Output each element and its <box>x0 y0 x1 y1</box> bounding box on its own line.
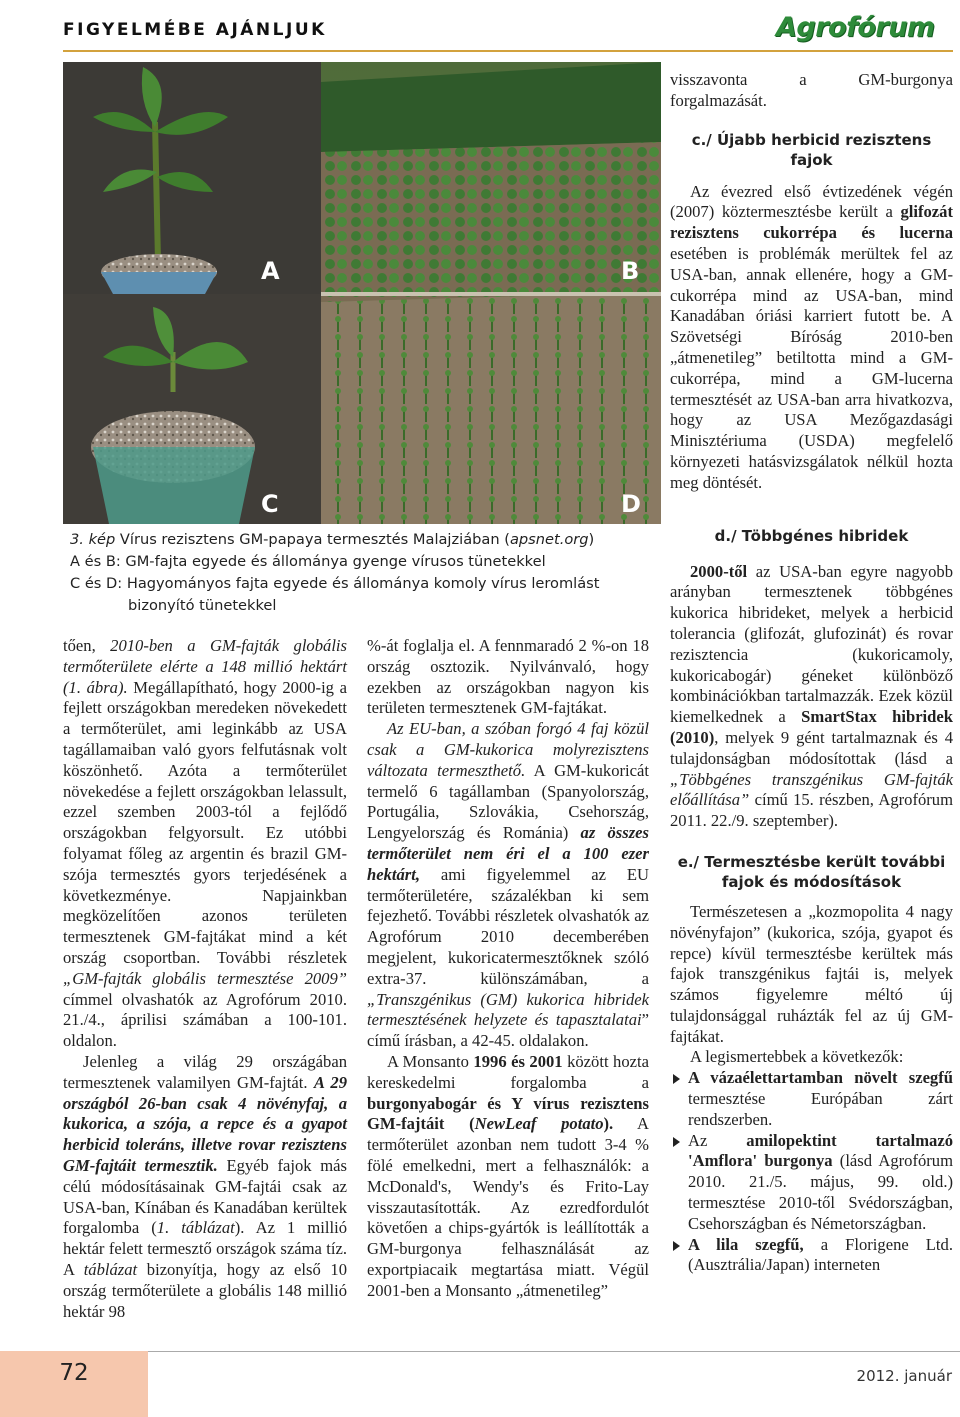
photo-caption-line1: 3. kép Vírus rezisztens GM-papaya termesztés Malajziában (apsnet.org) <box>70 531 595 548</box>
col3-paragraph-e2: A legismertebbek a következők: <box>690 1047 904 1067</box>
column-2 <box>367 636 649 1302</box>
col2-paragraph-2: Az EU-ban, a szóban forgó 4 faj közül csak a GM-kukorica molyrezisztens változata termeszthető. A GM-kukoricát termelő 6 tagállamban (Spanyolország, Portugália, Szlovákia, Csehország, Lengyelország és Románia) az összes termőterület nem éri el a 100 ezer hektárt, ami figyelemmel az EU termőterületére, százalékban ki sem fejezhető. További részletek olvashatók az Agrofórum 2010 decemberében megjelent, kukoricatermesztőknek szóló extra-37. különszámában, a „Transzgénikus (GM) kukorica hibridek termesztésének helyzete és tapasztalatai” című írásban, a 42-45. oldalakon. <box>367 719 649 1051</box>
page-number: 72 <box>59 1360 89 1386</box>
issue-date: 2012. január <box>856 1367 952 1385</box>
papaya-photo <box>63 62 661 524</box>
photo-caption-line4: bizonyító tünetekkel <box>128 597 277 614</box>
section-title: FIGYELMÉBE AJÁNLJUK <box>63 20 327 40</box>
header-rule <box>63 50 953 52</box>
heading-e: e./ Termesztésbe került további fajok és módosítások <box>677 852 946 891</box>
col2-paragraph-3: A Monsanto 1996 és 2001 között hozta kereskedelmi forgalomba a burgonyabogár és Y vírus rezisztens GM-fajtáit (NewLeaf potato). A termőterület azonban nem tudott 3-4 % fölé emelkedni, mert a felhasználók: a McDonald's, Wendy's és Frito-Lay visszautasították. Az ezredfordulót követően a chips-gyártók is leállították a GM-burgonya felhasználását az exportpiacaik megtartása miatt. Végül 2001-ben a Monsanto „átmenetileg” <box>367 1051 650 1300</box>
col2-paragraph-1: %-át foglalja el. A fennmaradó 2 %-on 18 ország osztozik. Nyilvánvaló, hogy ezekben az országokban nagyon kis területen termesztenek GM-fajtákat. <box>367 636 649 718</box>
photo-caption-line3: C és D: Hagyományos fajta egyede és állománya komoly vírus leromlást <box>70 575 600 592</box>
col3-paragraph-d: 2000-től az USA-ban egyre nagyobb arányban termesztenek többgénes kukorica hibrideket, melyek a herbicid tolerancia (glifozát, glufozinát) és rovar rezisztencia (kukoricamoly, kukoricabogár) géneket különböző kombinációkban tartalmazzák. Ezek közül kiemelkednek a SmartStax hibridek (2010), melyek 9 gént tartalmaznak és 4 tulajdonságban módosítottak (lásd a „Többgénes transzgénikus GM-fajták előállítása” című 15. részben, Agrofórum 2011. 22./9. szeptember). <box>670 561 953 831</box>
column-3 <box>670 70 953 1276</box>
brand-logo: Agrofórum <box>776 12 935 43</box>
col1-paragraph-1: tően, 2010-ben a GM-fajták globális termőterülete elérte a 148 millió hektárt (1. ábra). Megállapítható, hogy 2000-ig a fejlett országokban meredeken növekedett a termőterület, ami leginkább az USA tagállamaiban való gyors felfutásnak volt köszönhető. Azóta a termőterület növekedése a fejlett országokban lelassult, ezzel szemben 2003-tól a fejlődő országokban felgyorsult. Ez utóbbi folyamat főleg az argentin és brazil GM-szója termesztés gyors terjedésének a következménye. Napjainkban megközelítően azonos területen termesztenek GM-fajtákat mind a két ország csoportban. További részletek „GM-fajták globális termesztése 2009” címmel olvashatók az Agrofórum 2010. 21./4., áprilisi számában a 100-101. oldalon. <box>63 636 348 1051</box>
photo-label-c: C <box>261 490 279 518</box>
photo-label-a: A <box>261 257 280 285</box>
heading-d: d./ Többgénes hibridek <box>714 526 909 545</box>
list-item: A vázaélettartamban növelt szegfű termesztése Európában zárt rendszerben. <box>670 1068 953 1130</box>
photo-caption-line2: A és B: GM-fajta egyede és állománya gyenge vírusos tünetekkel <box>70 553 546 570</box>
photo-label-b: B <box>621 257 640 285</box>
list-item: A lila szegfű, a Florigene Ltd. (Ausztrália/Japan) interneten <box>670 1235 953 1277</box>
col1-paragraph-2: Jelenleg a világ 29 országában termesztenek valamilyen GM-fajtát. A 29 országból 26-ban csak 4 növényfaj, a kukorica, a szója, a repce és a gyapot herbicid toleráns, illetve rovar rezisztens GM-fajtáit termesztik. Egyéb fajok más célú módosításainak GM-fajtái csak az USA-ban, Kínában és Kanadában kerültek forgalomba (1. táblázat). Az 1 millió hektár felett termesztő országok száma tíz. A táblázat bizonyítja, hogy az első 10 ország termőterülete a globális 148 millió hektár 98 <box>63 1051 347 1321</box>
list-item: Az amilopektint tartalmazó 'Amflora' burgonya (lásd Agrofórum 2010. 21./5. május, 99. old.) termesztése 2010-től Svédországban, Csehországban és Németországban. <box>670 1131 953 1235</box>
photo-label-d: D <box>621 490 641 518</box>
col3-paragraph-0: visszavonta a GM-burgonya forgalmazását. <box>670 70 953 110</box>
bullet-list <box>670 1068 953 1276</box>
col3-paragraph-e1: Természetesen a „kozmopolita 4 nagy növényfajon” (kukorica, szója, gyapot és repce) kívül termesztésbe kerültek más fajok transzgénikus fajtái is, melyek számos figyelemre méltó új tulajdonsággal ruházták fel az új GM-fajtákat. <box>670 901 953 1046</box>
heading-c: c./ Újabb herbicid rezisztens fajok <box>691 130 932 169</box>
column-1 <box>63 636 347 1322</box>
footer-rule <box>148 1351 960 1352</box>
col3-paragraph-c: Az évezred első évtizedének végén (2007) köztermesztésbe került a glifozát rezisztens cukorrépa és lucerna esetében is problémák merültek fel az USA-ban, annak ellenére, hogy a GM-cukorrépa mind az USA-ban, mind Kanadában óriási karriert futott be. A Szövetségi Bíróság 2010-ben „átmenetileg” betiltotta mind a GM-cukorrépa, mind a GM-lucerna termesztését az USA-ban arra hivatkozva, hogy az USA Mezőgazdasági Minisztériuma (USDA) megfelelő környezeti hatásvizsgálatok nélkül hozta meg döntését. <box>670 181 953 492</box>
